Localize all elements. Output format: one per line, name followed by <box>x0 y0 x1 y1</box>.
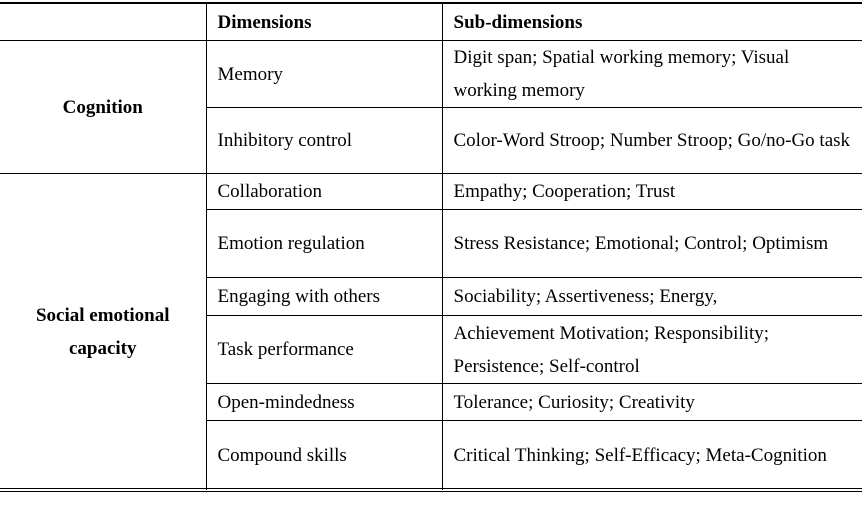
dimension-cell: Open-mindedness <box>206 384 442 421</box>
table-header <box>0 3 862 41</box>
dimension-cell: Engaging with others <box>206 278 442 316</box>
sub-dimension-cell: Stress Resistance; Emotional; Control; Optimism <box>442 210 862 278</box>
sub-dimension-cell: Sociability; Assertiveness; Energy, <box>442 278 862 316</box>
table-row <box>0 174 862 210</box>
sub-dimension-cell: Critical Thinking; Self-Efficacy; Meta-Cognition <box>442 421 862 490</box>
header-blank-cell <box>0 3 206 41</box>
sub-dimension-cell: Empathy; Cooperation; Trust <box>442 174 862 210</box>
sub-dimension-cell: Achievement Motivation; Responsibility; Persistence; Self-control <box>442 316 862 384</box>
sub-dimension-cell: Tolerance; Curiosity; Creativity <box>442 384 862 421</box>
dimensions-table <box>0 2 862 490</box>
group-cell-social-emotional-capacity: Social emotional capacity <box>0 174 206 490</box>
sub-dimension-cell: Digit span; Spatial working memory; Visual working memory <box>442 41 862 108</box>
header-row <box>0 3 862 41</box>
table-bottom-rule-second <box>0 491 862 492</box>
group-cell-cognition: Cognition <box>0 41 206 174</box>
header-dimensions: Dimensions <box>206 3 442 41</box>
table-bottom-rule <box>0 488 862 489</box>
dimension-cell: Compound skills <box>206 421 442 490</box>
sub-dimension-cell: Color-Word Stroop; Number Stroop; Go/no-Go task <box>442 108 862 174</box>
dimension-cell: Task performance <box>206 316 442 384</box>
header-sub-dimensions: Sub-dimensions <box>442 3 862 41</box>
table-body <box>0 41 862 490</box>
dimension-cell: Memory <box>206 41 442 108</box>
dimension-cell: Emotion regulation <box>206 210 442 278</box>
dimension-cell: Inhibitory control <box>206 108 442 174</box>
table-row <box>0 41 862 108</box>
dimension-cell: Collaboration <box>206 174 442 210</box>
